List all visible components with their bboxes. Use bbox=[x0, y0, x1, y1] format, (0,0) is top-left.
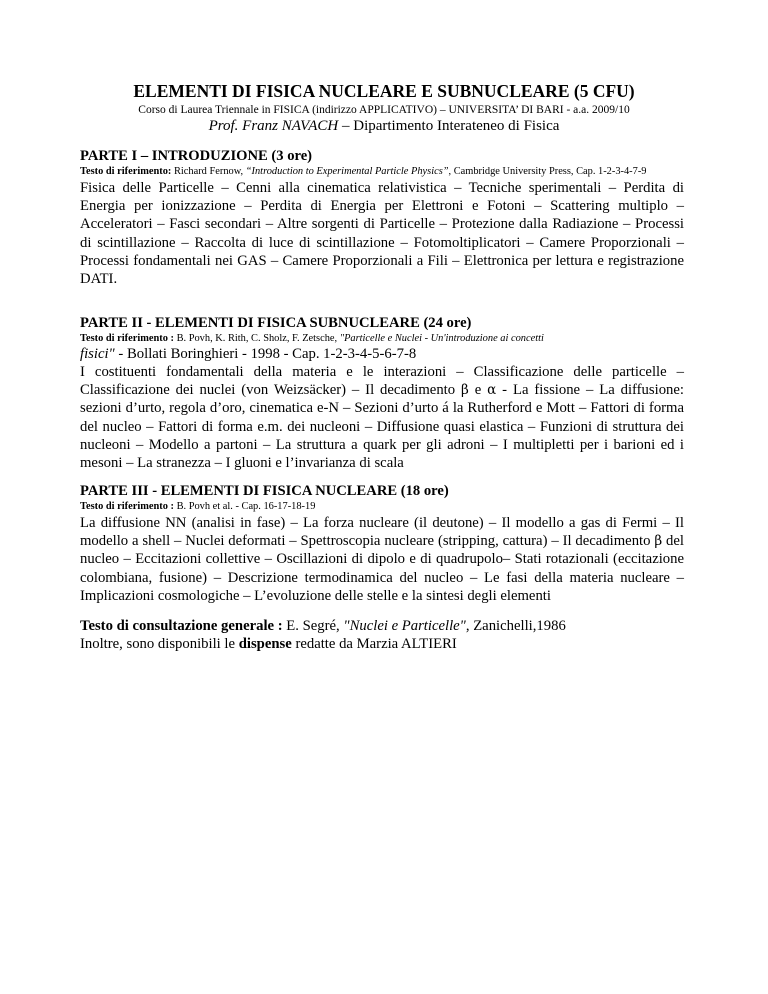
reference-text bbox=[80, 165, 684, 179]
body-text: Inoltre, sono disponibili le bbox=[80, 636, 239, 653]
body-text: - La fissione – La diffusione: sezioni d’urto, regola d’oro, cinematica e-N – Sezioni d’urto á la Rutherford e Mott – Fattori di forma del nucleo – Fattori di forma e.m. dei nucleoni – Diffusione quasi elastica – Funzioni di struttura dei nucleoni – Modello a partoni – La struttura a quark per gli adroni – I multipletti per i barioni ed i mesoni – La stranezza – I gluoni e l’invarianza di scala bbox=[80, 382, 684, 472]
lecture-notes-keyword: dispense bbox=[238, 636, 292, 653]
reference-author: B. Povh, K. Rith, C. Sholz, F. Zetsche, bbox=[173, 333, 340, 344]
body-text: La diffusione NN (analisi in fase) – La forza nucleare (il deutone) – Il modello a gas di Fermi – Il modello a shell – Nuclei deformati – Spettroscopia nucleare (stripping, cattura) – Il decadimento bbox=[80, 515, 684, 550]
section-body: Fisica delle Particelle – Cenni alla cinematica relativistica – Tecniche sperimentali – Perdita di Energia per ionizzazione – Perdita di Energia per Elettroni e Fotoni – Scattering multiplo – Acceleratori – Fasci secondari – Altre sorgenti di Particelle – Protezione dalla Radiazione – Processi di scintillazione – Raccolta di luce di scintillazione – Fotomoltiplicatori – Camere Proporzionali – Processi fondamentali nei GAS – Camere Proporzionali a Fili – Elettronica per lettura e registrazione DATI. bbox=[80, 180, 684, 288]
reference-continued bbox=[80, 346, 684, 363]
section-part-3 bbox=[80, 482, 684, 605]
general-reference-author: E. Segré, bbox=[282, 618, 344, 634]
general-references bbox=[80, 617, 684, 653]
section-part-1 bbox=[80, 147, 684, 288]
reference-book-end: fisici" bbox=[80, 346, 115, 362]
alpha-symbol: α bbox=[487, 382, 497, 399]
section-body bbox=[80, 363, 684, 472]
course-subtitle: Corso di Laurea Triennale in FISICA (indirizzo APPLICATIVO) – UNIVERSITA’ DI BARI - a.a. 2009/10 bbox=[138, 104, 630, 116]
section-body bbox=[80, 514, 684, 605]
body-text: del nucleo – Eccitazioni collettive – Oscillazioni di dipolo e di quadrupolo– Stati rotazionali (eccitazione colombiana, fusione) – Descrizione termodinamica del nucleo – Le fasi della materia nucleare – Implicazioni cosmologiche – L’evoluzione delle stelle e la sintesi degli elementi bbox=[80, 533, 684, 604]
section-title: PARTE III - ELEMENTI DI FISICA NUCLEARE (18 ore) bbox=[80, 483, 449, 499]
reference-details: - Bollati Boringhieri - 1998 - Cap. 1-2-3-4-5-6-7-8 bbox=[114, 346, 417, 362]
document-title: ELEMENTI DI FISICA NUCLEARE E SUBNUCLEARE (5 CFU) bbox=[133, 81, 635, 101]
body-text: redatte da Marzia ALTIERI bbox=[291, 636, 457, 653]
section-title: PARTE II - ELEMENTI DI FISICA SUBNUCLEARE (24 ore) bbox=[80, 315, 472, 331]
department: – Dipartimento Interateneo di Fisica bbox=[338, 118, 560, 134]
reference-author: Richard Fernow, bbox=[171, 166, 246, 177]
reference-book: “Introduction to Experimental Particle Physics” bbox=[245, 166, 449, 177]
body-text: I costituenti fondamentali della materia e le interazioni – Classificazione delle particelle – Classificazione dei nuclei (von Weizsäcker) – Il decadimento bbox=[80, 364, 684, 399]
section-part-2 bbox=[80, 314, 684, 472]
reference-label: Testo di riferimento : bbox=[80, 333, 174, 344]
reference-label: Testo di riferimento: bbox=[80, 166, 172, 177]
reference-text bbox=[80, 500, 684, 514]
general-reference-book: "Nuclei e Particelle" bbox=[343, 618, 466, 634]
body-text: e bbox=[468, 382, 488, 399]
general-reference-line bbox=[80, 617, 684, 635]
reference-details: , Cambridge University Press, Cap. 1-2-3-4-7-9 bbox=[448, 166, 647, 177]
professor-line bbox=[0, 117, 768, 135]
general-reference-label: Testo di consultazione generale : bbox=[80, 618, 283, 634]
reference-text bbox=[80, 332, 684, 346]
section-title: PARTE I – INTRODUZIONE (3 ore) bbox=[80, 148, 313, 164]
professor-name: Prof. Franz NAVACH bbox=[208, 118, 339, 134]
reference-details: B. Povh et al. - Cap. 16-17-18-19 bbox=[173, 501, 316, 512]
general-reference-details: , Zanichelli,1986 bbox=[465, 618, 566, 634]
lecture-notes-line bbox=[80, 635, 684, 653]
beta-symbol: β bbox=[461, 382, 469, 399]
beta-symbol: β bbox=[654, 533, 663, 550]
document-header bbox=[0, 81, 768, 135]
reference-label: Testo di riferimento : bbox=[80, 501, 174, 512]
reference-book: "Particelle e Nuclei - Un'introduzione ai concetti bbox=[339, 333, 544, 344]
